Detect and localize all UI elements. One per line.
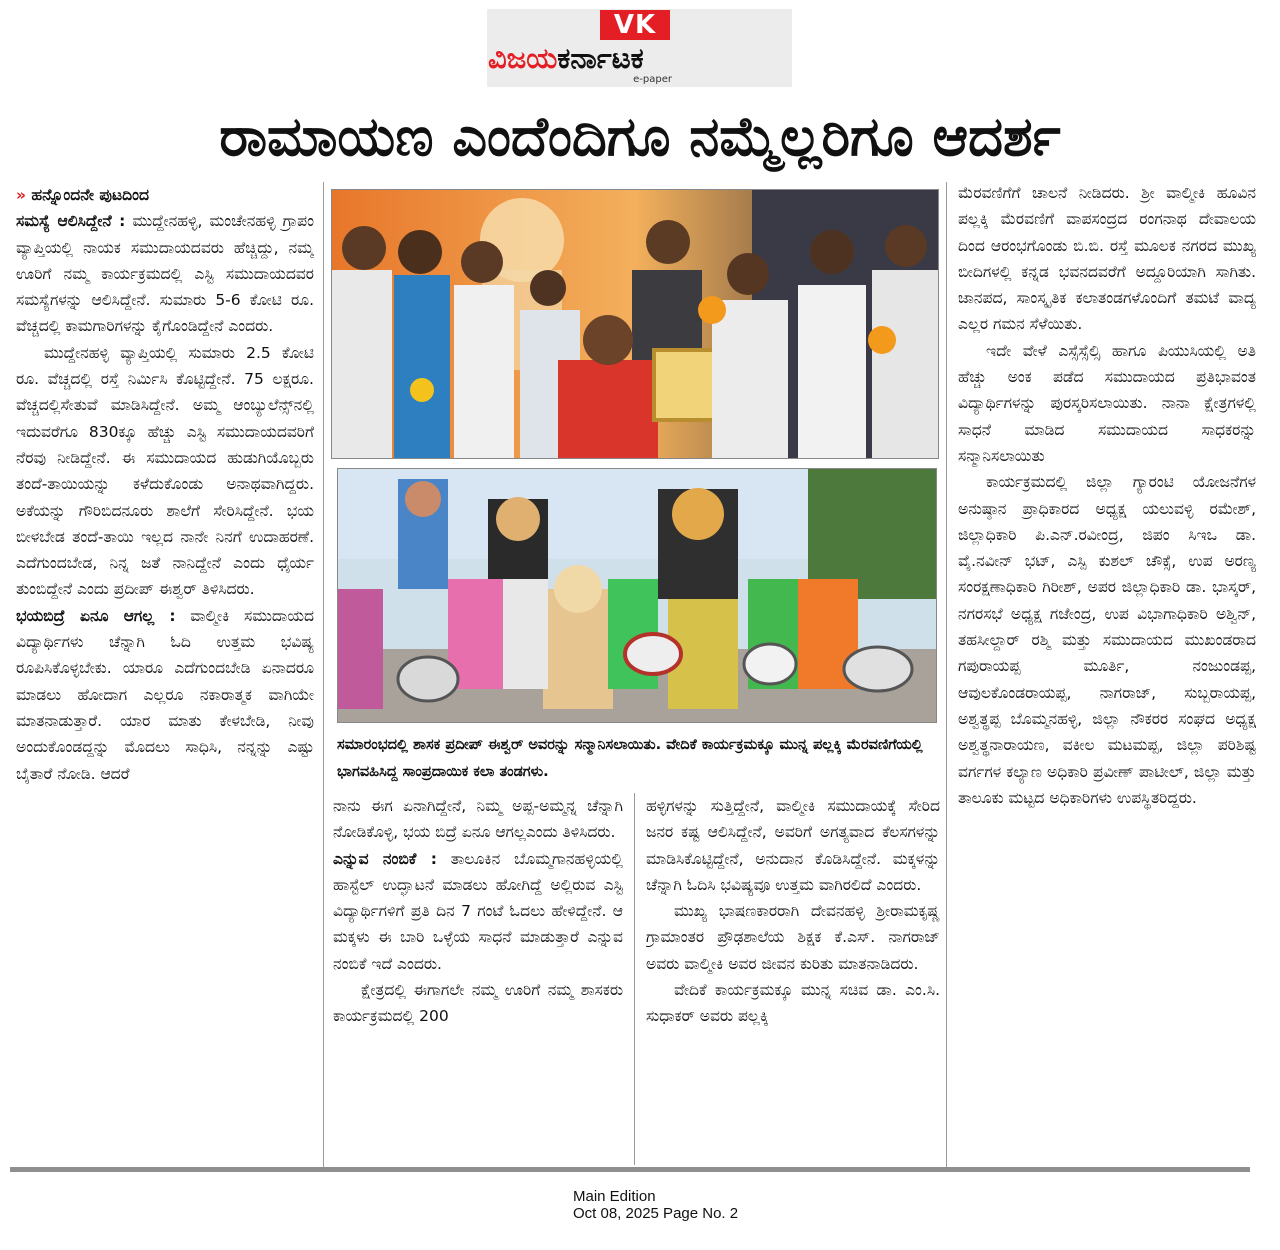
column-divider	[323, 182, 324, 1167]
photo-caption: ಸಮಾರಂಭದಲ್ಲಿ ಶಾಸಕ ಪ್ರದೀಪ್ ಈಶ್ವರ್ ಅವರನ್ನು ಸನ್ಮಾನಿಸಲಾಯಿತು. ವೇದಿಕೆ ಕಾರ್ಯಕ್ರಮಕ್ಕೂ ಮುನ್ನ ಪಲ್ಲಕ್ಕಿ ಮೆರವಣಿಗೆಯಲ್ಲಿ ಭಾಗವಹಿಸಿದ್ದ ಸಾಂಪ್ರದಾಯಿಕ ಕಲಾ ತಂಡಗಳು.	[337, 737, 923, 780]
vk-logo-badge: VK	[600, 10, 670, 40]
felicitation-photo-graphic	[332, 190, 938, 458]
paragraph: ಇದೇ ವೇಳೆ ಎಸ್ಸೆಸ್ಸೆಲ್ಸಿ ಹಾಗೂ ಪಿಯುಸಿಯಲ್ಲಿ ಅತಿ ಹೆಚ್ಚು ಅಂಕ ಪಡೆದ ಸಮುದಾಯದ ಪ್ರತಿಭಾವಂತ ವಿದ್ಯಾರ್ಥಿಗಳನ್ನು ಪುರಸ್ಕರಿಸಲಾಯಿತು. ನಾನಾ ಕ್ಷೇತ್ರಗಳಲ್ಲಿ ಸಾಧನೆ ಮಾಡಿದ ಸಮುದಾಯದ ಸಾಧಕರನ್ನು ಸನ್ಮಾನಿಸಲಾಯಿತು	[958, 341, 1256, 465]
page-footer	[0, 1188, 1280, 1222]
newspaper-logo	[488, 38, 792, 78]
paragraph: ಮುಖ್ಯ ಭಾಷಣಕಾರರಾಗಿ ದೇವನಹಳ್ಳಿ ಶ್ರೀರಾಮಕೃಷ್ಣ ಗ್ರಾಮಾಂತರ ಪ್ರೌಢಶಾಲೆಯ ಶಿಕ್ಷಕ ಕೆ.ಎಸ್. ನಾಗರಾಜ್ ಅವರು ವಾಲ್ಮೀಕಿ ಅವರ ಜೀವನ ಕುರಿತು ಮಾತನಾಡಿದರು.	[646, 902, 940, 973]
logo-name-part2: ಕರ್ನಾಟಕ	[557, 41, 644, 75]
column-divider	[634, 793, 635, 1165]
paragraph: ಮೆರವಣಿಗೆಗೆ ಚಾಲನೆ ನೀಡಿದರು. ಶ್ರೀ ವಾಲ್ಮೀಕಿ ಹೂವಿನ ಪಲ್ಲಕ್ಕಿ ಮೆರವಣಿಗೆ ವಾಪಸಂದ್ರದ ರಂಗನಾಥ ದೇವಾಲಯ ದಿಂದ ಆರಂಭಗೊಂಡು ಬಿ.ಬಿ. ರಸ್ತೆ ಮೂಲಕ ನಗರದ ಮುಖ್ಯ ಬೀದಿಗಳಲ್ಲಿ ಕನ್ನಡ ಭವನದವರೆಗೆ ಅದ್ದೂರಿಯಾಗಿ ಸಾಗಿತು. ಜಾನಪದ, ಸಾಂಸ್ಕೃತಿಕ ಕಲಾತಂಡಗಳೊಂದಿಗೆ ತಮಟೆ ವಾದ್ಯ ಎಲ್ಲರ ಗಮನ ಸೆಳೆಯಿತು.	[958, 184, 1256, 334]
paragraph	[333, 846, 623, 977]
continued-from-text: ಹನ್ನೊಂದನೇ ಪುಟದಿಂದ	[31, 186, 149, 204]
paragraph-text: ತಾಲೂಕಿನ ಬೊಮ್ಮಗಾನಹಳ್ಳಿಯಲ್ಲಿ ಹಾಸ್ಟೆಲ್ ಉದ್ಘಾಟನೆ ಮಾಡಲು ಹೋಗಿದ್ದೆ ಅಲ್ಲಿರುವ ಎಸ್ಟಿ ವಿದ್ಯಾರ್ಥಿಗಳಿಗೆ ಪ್ರತಿ ದಿನ 7 ಗಂಟೆ ಓದಲು ಹೇಳಿದ್ದೇನೆ. ಆ ಮಕ್ಕಳು ಈ ಬಾರಿ ಒಳ್ಳೆಯ ಸಾಧನೆ ಮಾಡುತ್ತಾರೆ ಎನ್ನುವ ನಂಬಿಕೆ ಇದೆ ಎಂದರು.	[333, 849, 623, 973]
paragraph: ಕ್ಷೇತ್ರದಲ್ಲಿ ಈಗಾಗಲೇ ನಮ್ಮ ಊರಿಗೆ ನಮ್ಮ ಶಾಸಕರು ಕಾರ್ಯಕ್ರಮದಲ್ಲಿ 200	[333, 981, 623, 1026]
date-page-label: Oct 08, 2025 Page No. 2	[573, 1205, 739, 1222]
photo-procession	[337, 468, 937, 723]
paragraph: ಮುದ್ದೇನಹಳ್ಳಿ ವ್ಯಾಪ್ತಿಯಲ್ಲಿ ಸುಮಾರು 2.5 ಕೋಟಿ ರೂ. ವೆಚ್ಚದಲ್ಲಿ ರಸ್ತೆ ನಿರ್ಮಿಸಿ ಕೊಟ್ಟಿದ್ದೇನೆ. 75 ಲಕ್ಷರೂ. ವೆಚ್ಚದಲ್ಲಿಸೇತುವೆ ಮಾಡಿಸಿದ್ದೇನೆ. ಅಮ್ಮ ಆಂಬ್ಯುಲೆನ್ಸ್‌ನಲ್ಲಿ ಇದುವರೆಗೂ 830ಕ್ಕೂ ಹೆಚ್ಚು ಎಸ್ಟಿ ಸಮುದಾಯದವರಿಗೆ ನೆರವು ನೀಡಿದ್ದೇನೆ. ಈ ಸಮುದಾಯದ ಹುಡುಗಿಯೊಬ್ಬರು ತಂದೆ-ತಾಯಿಯನ್ನು ಕಳೆದುಕೊಂಡು ಅನಾಥವಾಗಿದ್ದರು. ಅಕೆಯನ್ನು ಗೌರಿಬಿದನೂರು ಶಾಲೆಗೆ ಸೇರಿಸಿದ್ದೇನೆ. ಭಯ ಬೀಳಬೇಡ ತಂದೆ-ತಾಯಿ ಇಲ್ಲದ ನಾನೇ ನಿನಗೆ ಉದಾಹರಣೆ. ಎದೆಗುಂದಬೇಡ, ನಿನ್ನ ಜತೆ ನಾನಿದ್ದೇನೆ ಎಂದು ಧೈರ್ಯ ತುಂಬಿದ್ದೇನೆ ಎಂದು ಪ್ರದೀಪ್ ಈಶ್ವರ್ ತಿಳಿಸಿದರು.	[16, 343, 314, 599]
paragraph	[16, 208, 314, 339]
column-divider	[946, 182, 947, 1167]
continued-from-line	[16, 182, 314, 208]
paragraph: ವೇದಿಕೆ ಕಾರ್ಯಕ್ರಮಕ್ಕೂ ಮುನ್ನ ಸಚಿವ ಡಾ. ಎಂ.ಸಿ. ಸುಧಾಕರ್ ಅವರು ಪಲ್ಲಕ್ಕಿ	[646, 981, 940, 1026]
headline: ರಾಮಾಯಣ ಎಂದೆಂದಿಗೂ ನಮ್ಮೆಲ್ಲರಿಗೂ ಆದರ್ಶ	[219, 105, 1061, 168]
paragraph: ಕಾರ್ಯಕ್ರಮದಲ್ಲಿ ಜಿಲ್ಲಾ ಗ್ಯಾರಂಟಿ ಯೋಜನೆಗಳ ಅನುಷ್ಠಾನ ಪ್ರಾಧಿಕಾರದ ಅಧ್ಯಕ್ಷ ಯಲುವಳ್ಳಿ ರಮೇಶ್, ಜಿಲ್ಲಾಧಿಕಾರಿ ಪಿ.ಎನ್.ರವೀಂದ್ರ, ಜಿಪಂ ಸಿಇಒ ಡಾ. ವೈ.ನವೀನ್ ಭಟ್, ಎಸ್ಪಿ ಕುಶಲ್ ಚೌಕ್ಸೆ, ಉಪ ಅರಣ್ಯ ಸಂರಕ್ಷಣಾಧಿಕಾರಿ ಗಿರೀಶ್, ಅಪರ ಜಿಲ್ಲಾಧಿಕಾರಿ ಡಾ. ಭಾಸ್ಕರ್, ನಗರಸಭೆ ಅಧ್ಯಕ್ಷ ಗಜೇಂದ್ರ, ಉಪ ವಿಭಾಗಾಧಿಕಾರಿ ಅಶ್ವಿನ್, ತಹಸೀಲ್ದಾರ್ ರಶ್ಮಿ ಮತ್ತು ಸಮುದಾಯದ ಮುಖಂಡರಾದ ಗಪುರಾಯಪ್ಪ ಮೂರ್ತಿ, ನಂಜುಂಡಪ್ಪ, ಆವುಲಕೊಂಡರಾಯಪ್ಪ, ನಾಗರಾಜ್, ಸುಬ್ಬರಾಯಪ್ಪ, ಅಶ್ವತ್ಥಪ್ಪ ಬೊಮ್ಮನಹಳ್ಳಿ, ಜಿಲ್ಲಾ ನೌಕರರ ಸಂಘದ ಅಧ್ಯಕ್ಷ ಅಶ್ವತ್ಥನಾರಾಯಣ, ವಕೀಲ ಮಟಮಪ್ಪ, ಜಿಲ್ಲಾ ಪರಿಶಿಷ್ಟ ವರ್ಗಗಳ ಕಲ್ಯಾಣ ಅಧಿಕಾರಿ ಪ್ರವೀಣ್ ಪಾಟೀಲ್, ಜಿಲ್ಲಾ ಮತ್ತು ತಾಲೂಕು ಮಟ್ಟದ ಅಧಿಕಾರಿಗಳು ಉಪಸ್ಥಿತರಿದ್ದರು.	[958, 473, 1256, 807]
edition-label: Main Edition	[573, 1188, 656, 1205]
subheading: ಎನ್ನುವ ನಂಬಿಕೆ :	[333, 849, 437, 868]
middle-column-1	[333, 793, 623, 1165]
subheading: ಭಯಬಿದ್ರೆ ಏನೂ ಆಗಲ್ಲ :	[16, 606, 176, 625]
photo-felicitation	[331, 189, 939, 459]
paragraph: ಹಳ್ಳಿಗಳನ್ನು ಸುತ್ತಿದ್ದೇನೆ, ವಾಲ್ಮೀಕಿ ಸಮುದಾಯಕ್ಕೆ ಸೇರಿದ ಜನರ ಕಷ್ಟ ಆಲಿಸಿದ್ದೇನೆ, ಅವರಿಗೆ ಅಗತ್ಯವಾದ ಕೆಲಸಗಳನ್ನು ಮಾಡಿಸಿಕೊಟ್ಟಿದ್ದೇನೆ, ಅನುದಾನ ಕೊಡಿಸಿದ್ದೇನೆ. ಮಕ್ಕಳನ್ನು ಚೆನ್ನಾಗಿ ಓದಿಸಿ ಭವಿಷ್ಯವೂ ಉತ್ತಮ ವಾಗಿರಲಿದೆ ಎಂದರು.	[646, 797, 940, 894]
procession-photo-graphic	[338, 469, 936, 722]
right-column	[958, 180, 1256, 1164]
paragraph-text: ವಾಲ್ಮೀಕಿ ಸಮುದಾಯದ ವಿದ್ಯಾರ್ಥಿಗಳು ಚೆನ್ನಾಗಿ ಓದಿ ಉತ್ತಮ ಭವಿಷ್ಯ ರೂಪಿಸಿಕೊಳ್ಳಬೇಕು. ಯಾರೂ ಎದೆಗುಂದಬೇಡಿ ಏನಾದರೂ ಮಾಡಲು ಹೋದಾಗ ಎಲ್ಲರೂ ನಕಾರಾತ್ಮಕ ವಾಗಿಯೇ ಮಾತನಾಡುತ್ತಾರೆ. ಯಾರ ಮಾತು ಕೇಳಬೇಡಿ, ನೀವು ಅಂದುಕೊಂಡದ್ದನ್ನು ಮೊದಲು ಸಾಧಿಸಿ, ನನ್ನನ್ನು ಎಷ್ಟು ಬೈತಾರೆ ನೋಡಿ. ಆದರೆ	[16, 606, 314, 783]
left-column	[16, 182, 314, 1164]
paragraph	[16, 603, 314, 787]
paragraph: ನಾನು ಈಗ ಏನಾಗಿದ್ದೇನೆ, ನಿಮ್ಮ ಅಪ್ಪ-ಅಮ್ಮನ್ನ ಚೆನ್ನಾಗಿ ನೋಡಿಕೊಳ್ಳಿ, ಭಯ ಬಿದ್ರೆ ಏನೂ ಆಗಲ್ಲಎಂದು ತಿಳಿಸಿದರು.	[333, 797, 623, 842]
epaper-label: e-paper	[633, 74, 672, 85]
logo-name-part1: ವಿಜಯ	[488, 41, 558, 75]
middle-column-2	[646, 793, 940, 1165]
double-arrow-icon: »	[16, 186, 27, 204]
page-bottom-rule	[10, 1167, 1250, 1172]
subheading: ಸಮಸ್ಯೆ ಆಲಿಸಿದ್ದೇನೆ :	[16, 212, 126, 231]
paragraph-text: ಮುದ್ದೇನಹಳ್ಳಿ, ಮಂಚೇನಹಳ್ಳಿ ಗ್ರಾಪಂ ವ್ಯಾಪ್ತಿಯಲ್ಲಿ ನಾಯಕ ಸಮುದಾಯದವರು ಹೆಚ್ಚಿದ್ದು, ನಮ್ಮ ಊರಿಗೆ ನಮ್ಮ ಕಾರ್ಯಕ್ರಮದಲ್ಲಿ ಎಸ್ಟಿ ಸಮುದಾಯದವರ ಸಮಸ್ಯೆಗಳನ್ನು ಆಲಿಸಿದ್ದೇನೆ. ಸುಮಾರು 5-6 ಕೋಟಿ ರೂ. ವೆಚ್ಚದಲ್ಲಿ ಕಾಮಗಾರಿಗಳನ್ನು ಕೈಗೊಂಡಿದ್ದೇನೆ ಎಂದರು.	[16, 212, 314, 336]
